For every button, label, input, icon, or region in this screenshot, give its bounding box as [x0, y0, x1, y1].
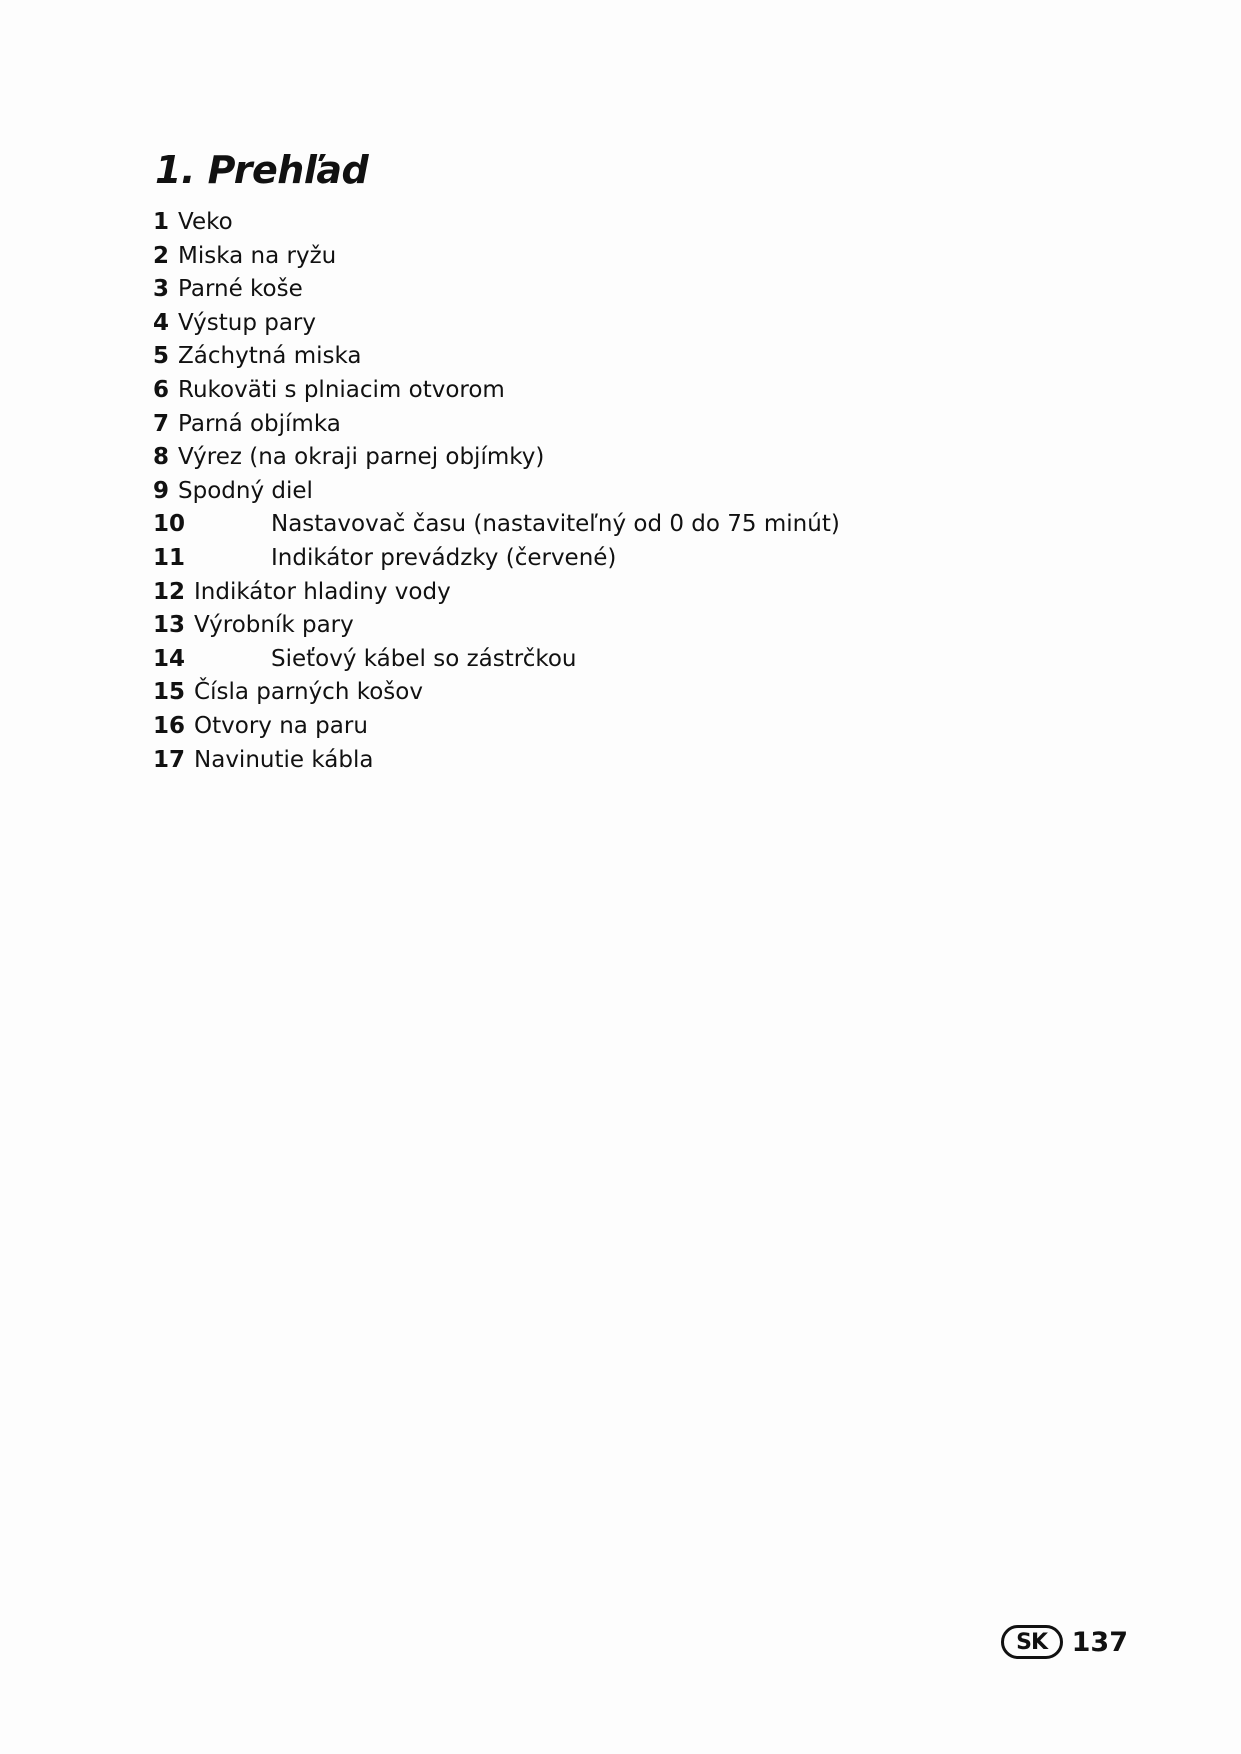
part-number: 17 [153, 746, 186, 773]
list-item [153, 576, 840, 610]
part-number: 12 [153, 578, 186, 605]
part-number: 7 [153, 410, 170, 437]
part-label: Otvory na paru [194, 712, 368, 739]
part-number: 16 [153, 712, 186, 739]
list-item [153, 710, 840, 744]
part-number: 3 [153, 276, 170, 303]
list-item [153, 240, 840, 274]
part-number: 11 [153, 544, 186, 571]
part-label: Miska na ryžu [178, 242, 337, 269]
list-item [153, 408, 840, 442]
part-label: Výrobník pary [194, 612, 354, 639]
part-number: 6 [153, 376, 170, 403]
page-footer [1001, 1625, 1128, 1659]
part-label: Záchytná miska [178, 343, 362, 370]
part-label: Indikátor hladiny vody [194, 578, 451, 605]
list-item [153, 475, 840, 509]
part-label: Parná objímka [178, 410, 341, 437]
list-item [153, 374, 840, 408]
part-label: Rukoväti s plniacim otvorom [178, 376, 505, 403]
part-label: Navinutie kábla [194, 746, 374, 773]
part-number: 5 [153, 343, 170, 370]
part-label: Nastavovač času (nastaviteľný od 0 do 75 minút) [271, 511, 840, 538]
part-label: Výstup pary [178, 309, 316, 336]
list-item [153, 273, 840, 307]
part-number: 9 [153, 477, 170, 504]
language-badge: SK [1001, 1625, 1063, 1659]
section-title: 1. Prehľad [155, 148, 369, 192]
part-label: Indikátor prevádzky (červené) [271, 544, 617, 571]
part-label: Výrez (na okraji parnej objímky) [178, 444, 545, 471]
part-number: 8 [153, 444, 170, 471]
part-number: 10 [153, 511, 186, 538]
part-number: 2 [153, 242, 170, 269]
part-number: 14 [153, 645, 186, 672]
part-label: Parné koše [178, 276, 303, 303]
list-item [153, 609, 840, 643]
part-number: 13 [153, 612, 186, 639]
part-label: Veko [178, 209, 233, 235]
page-number: 137 [1071, 1626, 1128, 1658]
list-item [153, 441, 840, 475]
list-item [153, 206, 840, 240]
list-item [153, 542, 840, 576]
part-label: Čísla parných košov [194, 679, 423, 706]
list-item [153, 508, 840, 542]
list-item [153, 676, 840, 710]
part-label: Spodný diel [178, 477, 313, 504]
list-item [153, 340, 840, 374]
list-item [153, 744, 840, 778]
part-number: 1 [153, 209, 170, 235]
part-label: Sieťový kábel so zástrčkou [271, 645, 577, 672]
parts-list [153, 206, 840, 777]
list-item [153, 643, 840, 677]
part-number: 4 [153, 309, 170, 336]
list-item [153, 307, 840, 341]
part-number: 15 [153, 679, 186, 706]
